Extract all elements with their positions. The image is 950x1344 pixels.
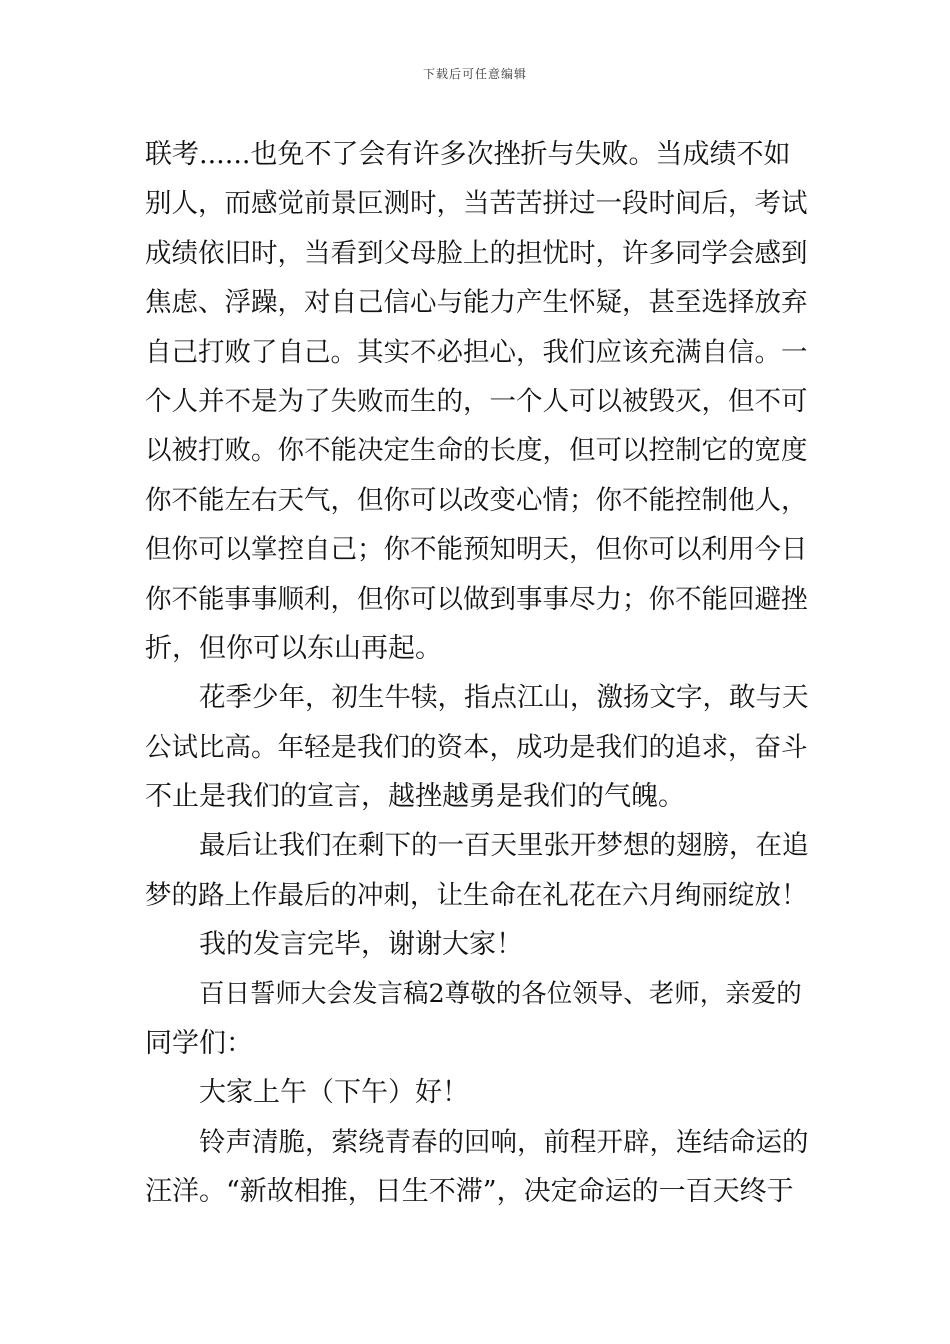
document-body xyxy=(145,130,810,1217)
text-line: 梦的路上作最后的冲刺，让生命在礼花在六月绚丽绽放！ xyxy=(145,879,808,911)
text-line: 最后让我们在剩下的一百天里张开梦想的翅膀，在追 xyxy=(199,830,809,862)
text-line: 大家上午（下午）好！ xyxy=(199,1077,469,1109)
text-line: 你不能事事顺利，但你可以做到事事尽力；你不能回避挫 xyxy=(145,583,808,615)
text-line: 同学们： xyxy=(145,1028,253,1060)
text-line: 焦虑、浮躁，对自己信心与能力产生怀疑，甚至选择放弃 xyxy=(145,287,808,319)
text-line: 折，但你可以东山再起。 xyxy=(145,632,442,664)
text-line: 你不能左右天气，但你可以改变心情；你不能控制他人， xyxy=(145,484,808,516)
text-line: 铃声清脆，萦绕青春的回响，前程开辟，连结命运的 xyxy=(199,1126,809,1158)
text-line: 别人，而感觉前景叵测时，当苦苦拼过一段时间后，考试 xyxy=(145,188,808,220)
text-line: 公试比高。年轻是我们的资本，成功是我们的追求，奋斗 xyxy=(145,731,808,763)
text-line: 但你可以掌控自己；你不能预知明天，但你可以利用今日 xyxy=(145,534,808,566)
text-line: 我的发言完毕，谢谢大家！ xyxy=(199,929,523,961)
text-line: 不止是我们的宣言，越挫越勇是我们的气魄。 xyxy=(145,781,685,813)
page-header: 下载后可任意编辑 xyxy=(422,67,527,81)
text-line: 成绩依旧时，当看到父母脸上的担忧时，许多同学会感到 xyxy=(145,237,808,269)
text-line: 百日誓师大会发言稿2尊敬的各位领导、老师，亲爱的 xyxy=(199,978,802,1009)
text-line: 自己打败了自己。其实不必担心，我们应该充满自信。一 xyxy=(145,336,808,368)
text-line: 以被打败。你不能决定生命的长度，但可以控制它的宽度 xyxy=(145,435,808,467)
text-line: 花季少年，初生牛犊，指点江山，激扬文字，敢与天 xyxy=(199,682,809,714)
text-line: 汪洋。“新故相推，日生不滞”，决定命运的一百天终于 xyxy=(145,1176,794,1208)
text-line: 联考......也免不了会有许多次挫折与失败。当成绩不如 xyxy=(145,139,791,170)
text-line: 个人并不是为了失败而生的，一个人可以被毁灭，但不可 xyxy=(145,385,808,417)
